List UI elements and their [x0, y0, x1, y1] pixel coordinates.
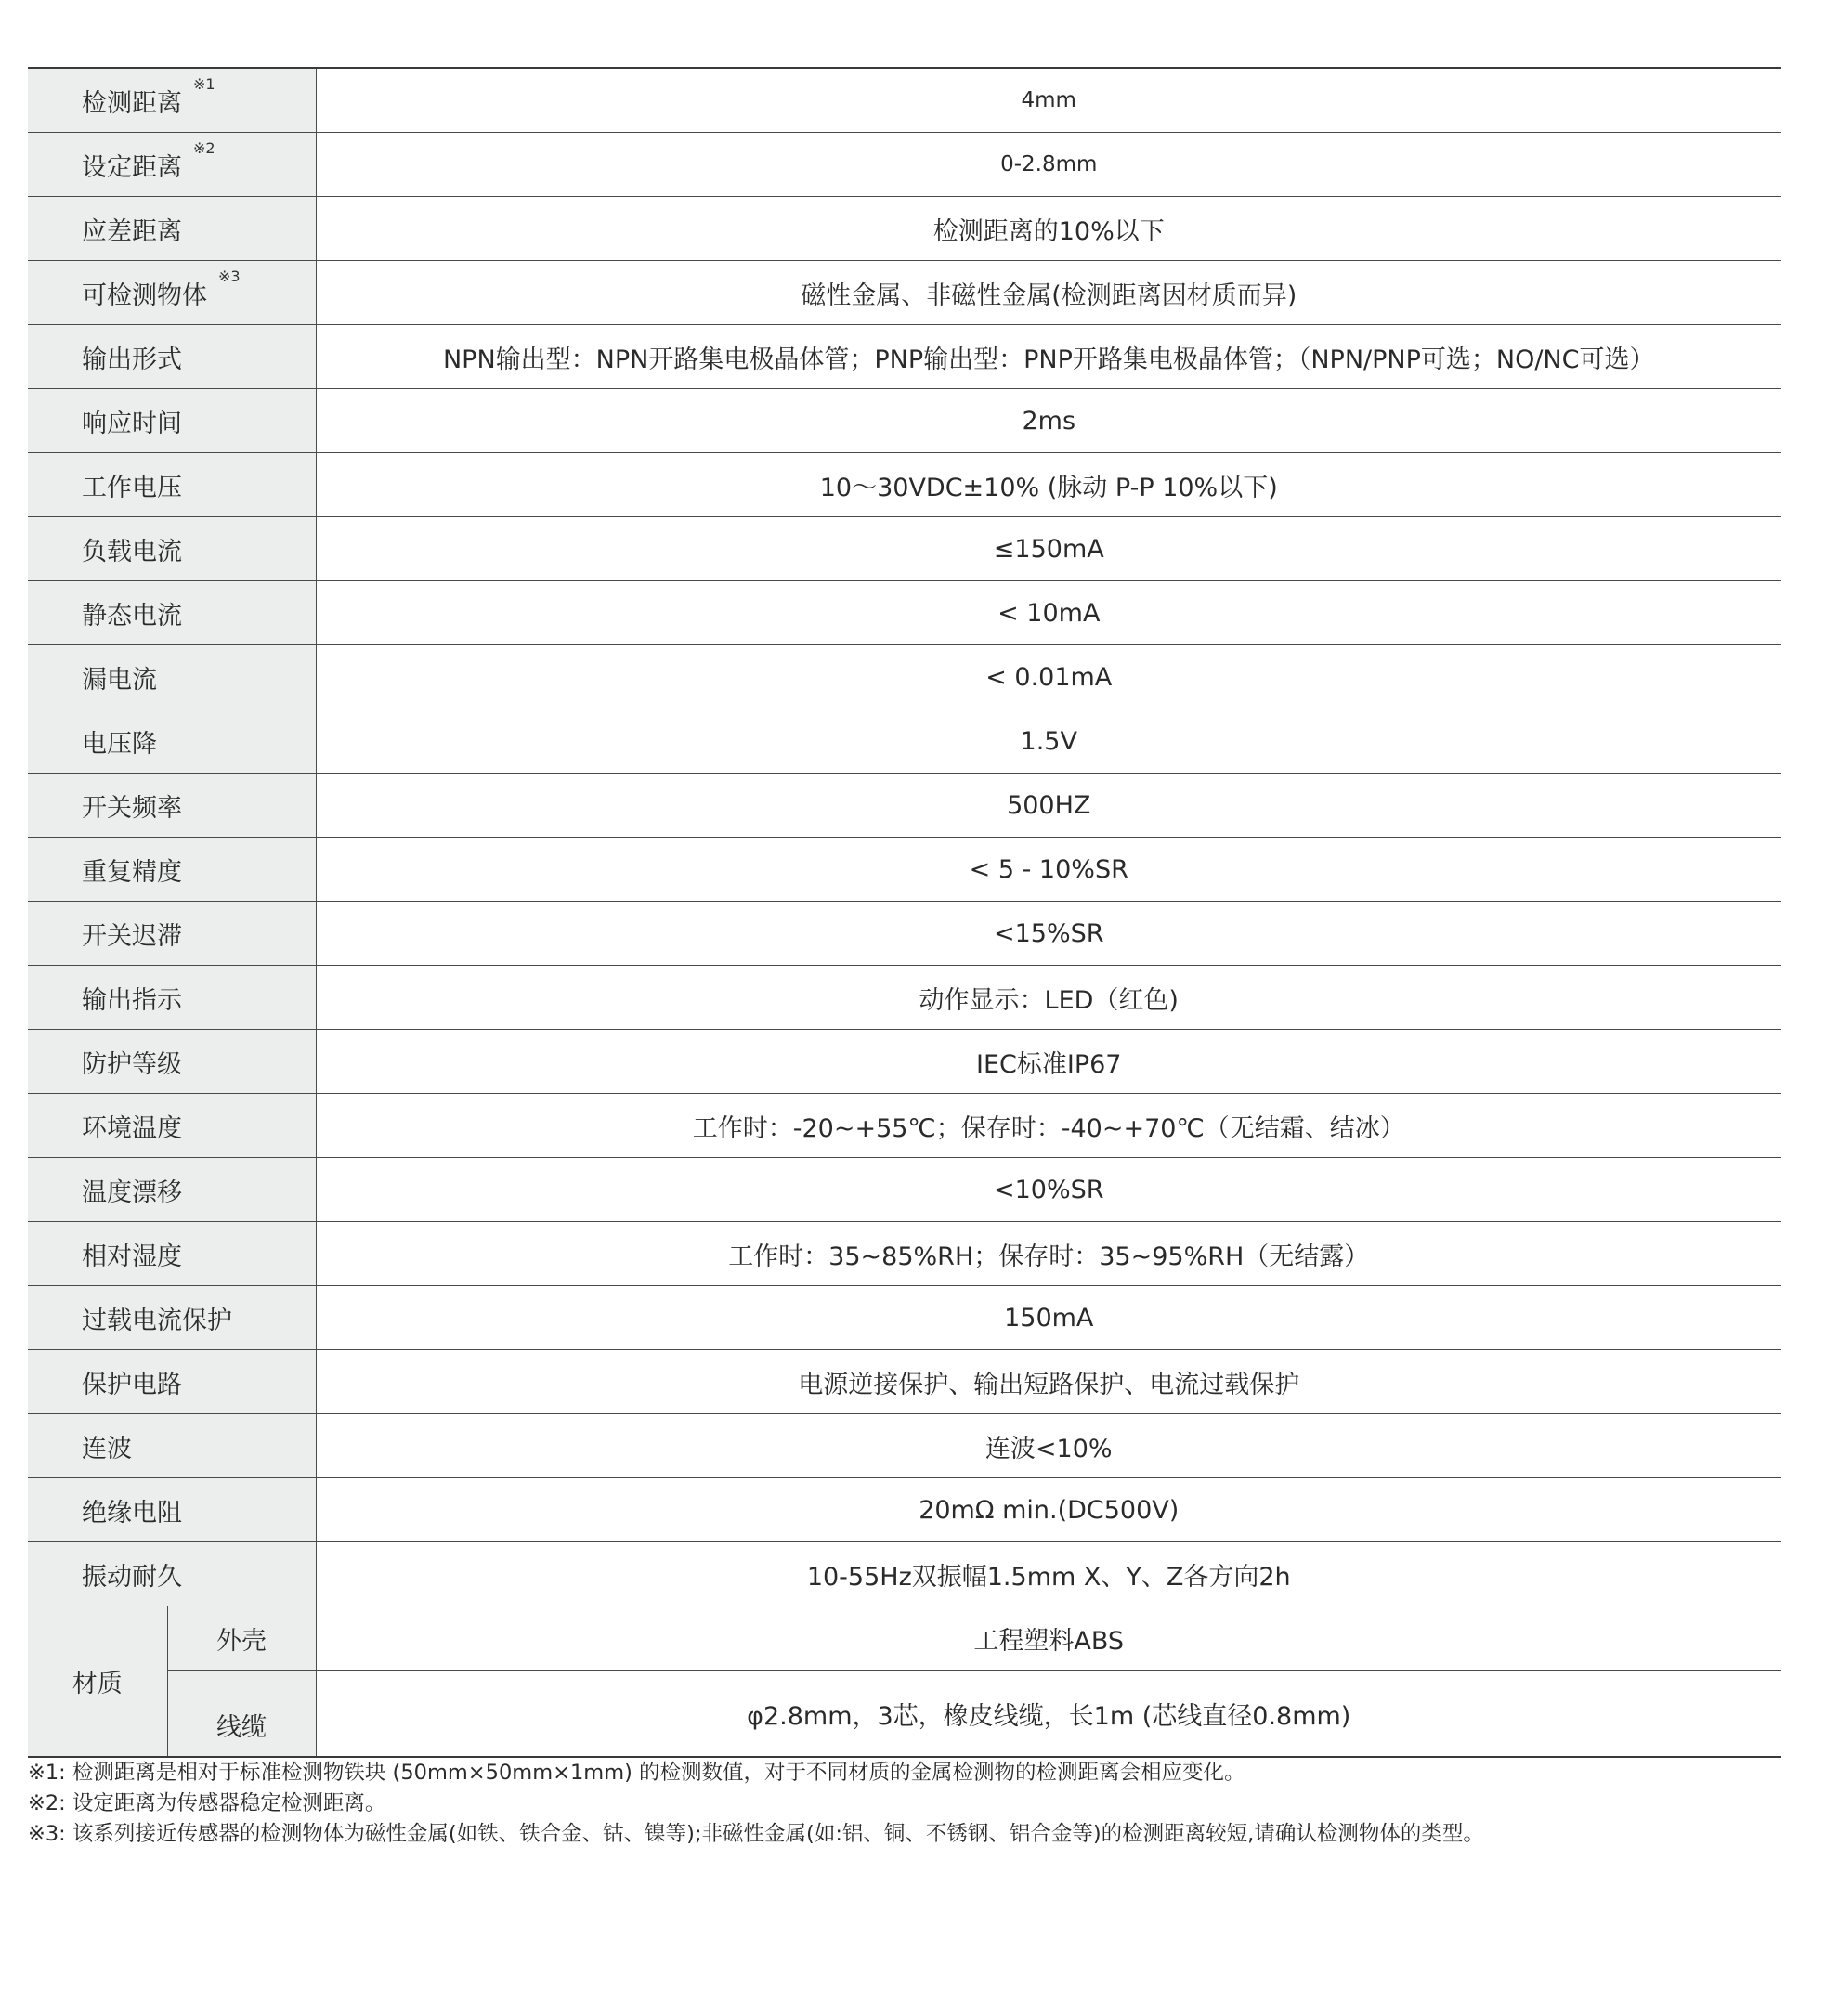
spec-label-cell [28, 517, 316, 581]
spec-value: 150mA [316, 1286, 1781, 1350]
spec-row [28, 1222, 1781, 1286]
spec-row [28, 1542, 1781, 1606]
spec-value: 500HZ [316, 774, 1781, 838]
spec-label: 重复精度 [82, 857, 182, 887]
spec-label: 响应时间 [82, 409, 182, 438]
spec-value: IEC标准IP67 [316, 1030, 1781, 1094]
spec-value: 2ms [316, 389, 1781, 453]
spec-value: 1.5V [316, 709, 1781, 774]
spec-value: 动作显示：LED（红色) [316, 966, 1781, 1030]
spec-label-cell [28, 838, 316, 902]
material-group-label: 材质 [28, 1606, 167, 1758]
spec-value: 工作时：-20~+55℃；保存时：-40~+70℃（无结霜、结冰） [316, 1094, 1781, 1158]
spec-value: 10～30VDC±10% (脉动 P-P 10%以下) [316, 453, 1781, 517]
material-sub-label: 外壳 [167, 1606, 316, 1671]
spec-label-cell [28, 1158, 316, 1222]
spec-label-cell [28, 453, 316, 517]
spec-label: 温度漂移 [82, 1177, 182, 1207]
spec-value: NPN输出型：NPN开路集电极晶体管；PNP输出型：PNP开路集电极晶体管；（NPN/PNP可选；NO/NC可选） [316, 325, 1781, 389]
spec-label-cell [28, 1414, 316, 1478]
spec-row [28, 709, 1781, 774]
footnote-marker: ※3 [218, 267, 241, 285]
spec-row [28, 1158, 1781, 1222]
spec-label-cell [28, 645, 316, 709]
spec-row [28, 1478, 1781, 1542]
spec-label-cell [28, 389, 316, 453]
spec-label: 开关迟滞 [82, 921, 182, 951]
spec-label: 负载电流 [82, 537, 182, 566]
spec-value: 10-55Hz双振幅1.5mm X、Y、Z各方向2h [316, 1542, 1781, 1606]
spec-label-cell [28, 325, 316, 389]
material-sub-label: 线缆 [167, 1671, 316, 1758]
spec-row [28, 133, 1781, 197]
spec-row [28, 838, 1781, 902]
spec-row [28, 774, 1781, 838]
spec-label: 环境温度 [82, 1113, 182, 1143]
spec-row [28, 1094, 1781, 1158]
footnote-2: ※2: 设定距离为传感器稳定检测距离。 [28, 1791, 386, 1815]
spec-label: 保护电路 [82, 1370, 182, 1399]
spec-value: 20mΩ min.(DC500V) [316, 1478, 1781, 1542]
spec-row [28, 453, 1781, 517]
spec-label: 静态电流 [82, 601, 182, 631]
spec-value: 磁性金属、非磁性金属(检测距离因材质而异) [316, 261, 1781, 325]
spec-label-cell [28, 966, 316, 1030]
material-value: 工程塑料ABS [316, 1606, 1781, 1671]
spec-label: 设定距离 [82, 152, 182, 182]
spec-value: < 0.01mA [316, 645, 1781, 709]
spec-value: < 10mA [316, 581, 1781, 645]
spec-label: 开关频率 [82, 793, 182, 823]
spec-label-cell [28, 1350, 316, 1414]
spec-label-cell [28, 68, 316, 133]
spec-row [28, 645, 1781, 709]
spec-label: 电压降 [82, 729, 157, 759]
footnote-1: ※1: 检测距离是相对于标准检测物铁块 (50mm×50mm×1mm) 的检测数值，对于不同材质的金属检测物的检测距离会相应变化。 [28, 1761, 1245, 1785]
spec-row [28, 68, 1781, 133]
spec-label-cell [28, 1286, 316, 1350]
material-row [28, 1606, 1781, 1671]
spec-label-cell [28, 1030, 316, 1094]
footnote-marker: ※1 [193, 74, 215, 93]
spec-label-cell [28, 581, 316, 645]
spec-value: 电源逆接保护、输出短路保护、电流过载保护 [316, 1350, 1781, 1414]
spec-label: 输出形式 [82, 345, 182, 374]
spec-label: 防护等级 [82, 1049, 182, 1079]
spec-row [28, 581, 1781, 645]
spec-row [28, 1286, 1781, 1350]
spec-value: 4mm [316, 68, 1781, 133]
spec-label-cell [28, 902, 316, 966]
material-row [28, 1671, 1781, 1758]
spec-label-cell [28, 1542, 316, 1606]
spec-row [28, 389, 1781, 453]
spec-label: 相对湿度 [82, 1242, 182, 1271]
spec-value: < 5 - 10%SR [316, 838, 1781, 902]
spec-table [28, 67, 1781, 1758]
spec-label: 过载电流保护 [82, 1306, 232, 1335]
spec-label: 漏电流 [82, 665, 157, 695]
spec-label: 应差距离 [82, 216, 182, 246]
footnote-3: ※3: 该系列接近传感器的检测物体为磁性金属(如铁、铁合金、钴、镍等);非磁性金属(如:铝、铜、不锈钢、铝合金等)的检测距离较短,请确认检测物体的类型。 [28, 1822, 1484, 1846]
spec-label: 可检测物体 [82, 280, 207, 310]
spec-label-cell [28, 261, 316, 325]
spec-label: 振动耐久 [82, 1562, 182, 1592]
footnote-marker: ※2 [193, 138, 215, 157]
spec-value: 检测距离的10%以下 [316, 197, 1781, 261]
spec-label-cell [28, 133, 316, 197]
footnotes [28, 1758, 1792, 1850]
spec-row [28, 325, 1781, 389]
spec-label: 输出指示 [82, 985, 182, 1015]
spec-value: ≤150mA [316, 517, 1781, 581]
spec-label-cell [28, 1478, 316, 1542]
spec-label-cell [28, 709, 316, 774]
spec-label-cell [28, 1222, 316, 1286]
spec-label: 绝缘电阻 [82, 1498, 182, 1528]
spec-row [28, 1414, 1781, 1478]
spec-value: 连波<10% [316, 1414, 1781, 1478]
spec-row [28, 1350, 1781, 1414]
spec-label-cell [28, 197, 316, 261]
spec-label: 工作电压 [82, 473, 182, 502]
spec-row [28, 1030, 1781, 1094]
spec-value: <10%SR [316, 1158, 1781, 1222]
spec-table-body [28, 68, 1781, 1757]
spec-row [28, 902, 1781, 966]
spec-label: 连波 [82, 1434, 132, 1463]
spec-row [28, 517, 1781, 581]
spec-label: 检测距离 [82, 88, 182, 118]
spec-value: <15%SR [316, 902, 1781, 966]
spec-value: 工作时：35~85%RH；保存时：35~95%RH（无结露） [316, 1222, 1781, 1286]
spec-row [28, 261, 1781, 325]
spec-row [28, 966, 1781, 1030]
spec-label-cell [28, 774, 316, 838]
spec-row [28, 197, 1781, 261]
spec-label-cell [28, 1094, 316, 1158]
material-value: φ2.8mm，3芯，橡皮线缆，长1m (芯线直径0.8mm) [747, 1701, 1351, 1731]
spec-value: 0-2.8mm [316, 133, 1781, 197]
